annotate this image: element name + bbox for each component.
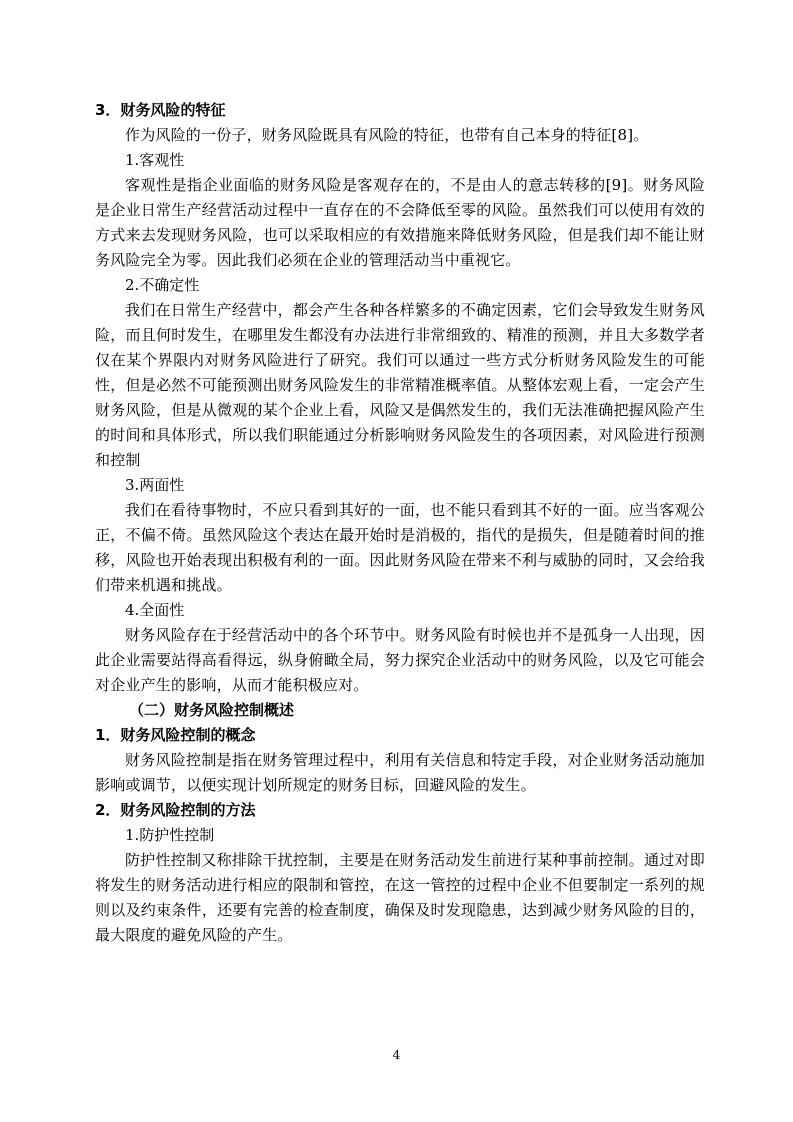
- section-heading: 3．财务风险的特征: [95, 101, 226, 119]
- section-heading: 1．财务风险控制的概念: [95, 726, 256, 744]
- subsection-title: 3.两面性: [125, 476, 185, 494]
- paragraph: 防护性控制又称排除干扰控制，主要是在财务活动发生前进行某种事前控制。通过对即将发生的财务活动进行相应的限制和管控，在这一管控的过程中企业不但要制定一系列的规则以及约束条件，还要有完善的检查制度，确保及时发现隐患，达到减少财务风险的目的，最大限度的避免风险的产生。: [95, 851, 705, 944]
- section-heading: 2．财务风险控制的方法: [95, 801, 256, 819]
- paragraph: 财务风险控制是指在财务管理过程中，利用有关信息和特定手段，对企业财务活动施加影响或调节，以便实现计划所规定的财务目标，回避风险的发生。: [95, 751, 705, 794]
- chapter-subheading: （二）财务风险控制概述: [129, 701, 295, 719]
- paragraph: 我们在看待事物时，不应只看到其好的一面，也不能只看到其不好的一面。应当客观公正，不偏不倚。虽然风险这个表达在最开始时是消极的，指代的是损失，但是随着时间的推移，风险也开始表现出积极有利的一面。因此财务风险在带来不利与威胁的同时，又会给我们带来机遇和挑战。: [95, 501, 705, 594]
- paragraph: 财务风险存在于经营活动中的各个环节中。财务风险有时候也并不是孤身一人出现，因此企业需要站得高看得远，纵身俯瞰全局，努力探究企业活动中的财务风险，以及它可能会对企业产生的影响，从而才能积极应对。: [95, 626, 705, 694]
- paragraph: 客观性是指企业面临的财务风险是客观存在的，不是由人的意志转移的[9]。财务风险是企业日常生产经营活动过程中一直存在的不会降低至零的风险。虽然我们可以使用有效的方式来去发现财务风险，也可以采取相应的有效措施来降低财务风险，但是我们却不能让财务风险完全为零。因此我们必须在企业的管理活动当中重视它。: [95, 176, 705, 269]
- subsection-title: 4.全面性: [125, 601, 185, 619]
- subsection-title: 2.不确定性: [125, 276, 200, 294]
- subsection-title: 1.防护性控制: [125, 826, 215, 844]
- subsection-title: 1.客观性: [125, 151, 185, 169]
- document-body: [95, 98, 705, 948]
- paragraph: 作为风险的一份子，财务风险既具有风险的特征，也带有自己本身的特征[8]。: [125, 126, 649, 144]
- page-number: 4: [392, 1048, 401, 1062]
- paragraph: 我们在日常生产经营中，都会产生各种各样繁多的不确定因素，它们会导致发生财务风险，而且何时发生，在哪里发生都没有办法进行非常细致的、精准的预测，并且大多数学者仅在某个界限内对财务风险进行了研究。我们可以通过一些方式分析财务风险发生的可能性，但是必然不可能预测出财务风险发生的非常精准概率值。从整体宏观上看，一定会产生财务风险，但是从微观的某个企业上看，风险又是偶然发生的，我们无法准确把握风险产生的时间和具体形式，所以我们职能通过分析影响财务风险发生的各项因素，对风险进行预测和控制: [95, 301, 705, 469]
